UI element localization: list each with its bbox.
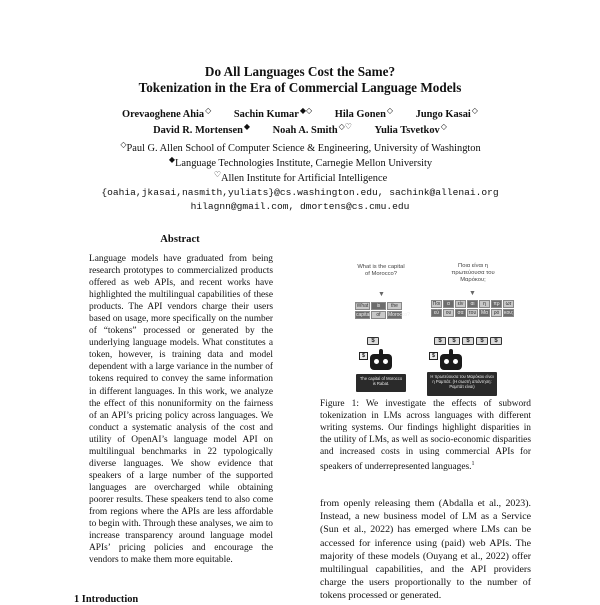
token: of — [371, 311, 386, 319]
author — [415, 106, 478, 120]
money-badge: $ — [359, 352, 368, 360]
author-name: David R. Mortensen — [153, 125, 243, 136]
token: είν — [455, 300, 466, 308]
author-name: Noah A. Smith — [272, 125, 338, 136]
robot-eye — [383, 359, 388, 364]
affiliation-mark: ◆◇ — [299, 106, 313, 115]
robot-eye — [453, 359, 458, 364]
figure-caption — [320, 398, 531, 473]
paper-title-line-2: Tokenization in the Era of Commercial Language Models — [138, 80, 462, 95]
introduction-heading: 1 Introduction — [74, 594, 139, 605]
token: α — [443, 300, 454, 308]
figure-1 — [330, 260, 515, 396]
affiliation-mark: ◇ — [386, 106, 394, 115]
token: ωτ — [503, 300, 514, 308]
answer-box-greek: Η πρωτεύουσα του Μαρόκου είναι η Ραμπάτ. (Η σωστή απάντηση: Ραμπάτ είναι) — [427, 372, 497, 396]
token: ου — [443, 309, 454, 317]
token: εύ — [431, 309, 442, 317]
affiliation-text: Paul G. Allen School of Computer Science & Engineering, University of Washington — [126, 143, 481, 154]
money-bill-icon: $ — [434, 337, 446, 345]
footnote-mark: 1 — [471, 461, 475, 468]
body-paragraph: from openly releasing them (Abdalla et al., 2023). Instead, a new business model of LM as a Service (Sun et al., 2022) has emerged where LMs can be accessed for inference using (paid) web APIs. The majority of these models (Ouyang et al., 2022) offer multilingual capabilities, and the API providers charge the users proportionally to the number of tokens processed or generated. — [320, 498, 531, 602]
token: αι — [467, 300, 478, 308]
email-line-2: hilagnn@gmail.com, dmortens@cs.cmu.edu — [190, 201, 410, 212]
affiliation-mark: ♡ — [213, 170, 221, 179]
author-name: Jungo Kasai — [415, 109, 471, 120]
author — [122, 106, 212, 120]
author — [233, 106, 313, 120]
author — [153, 122, 251, 136]
token: Morocco? — [388, 312, 410, 318]
token: is — [371, 302, 386, 310]
email-line-1: {oahia,jkasai,nasmith,yuliats}@cs.washington.edu, sachink@allenai.org — [101, 187, 499, 198]
affiliation-text: Allen Institute for Artificial Intelligence — [220, 173, 388, 184]
author-name: Sachin Kumar — [233, 109, 299, 120]
token: the — [387, 302, 402, 310]
token: πρ — [491, 300, 502, 308]
author-name: Orevaoghene Ahia — [122, 109, 205, 120]
affiliation-mark: ◆ — [168, 155, 176, 164]
down-arrow-icon: ▼ — [469, 290, 476, 297]
author — [374, 122, 447, 136]
down-arrow-icon: ▼ — [378, 291, 385, 298]
robot-eye — [444, 359, 449, 364]
cost-bills-english — [367, 337, 379, 345]
author — [334, 106, 394, 120]
token: Ποι — [432, 301, 441, 307]
affiliation-mark: ◇♡ — [338, 122, 352, 131]
cost-bills-greek — [434, 337, 502, 345]
affiliation-mark: ◇ — [205, 106, 212, 115]
affiliation-mark: ◇ — [120, 140, 127, 149]
affiliation-mark: ◇ — [440, 122, 447, 131]
caption-text: Figure 1: We investigate the effects of subword tokenization in LMs across languages with different writing systems. Our findings highlight disparities in the utility of LMs, as well as socio-economic disparities and increased costs in using commercial APIs for speakers of underrepresented languages. — [320, 399, 531, 473]
author — [272, 122, 352, 136]
money-bill-icon: $ — [476, 337, 488, 345]
authors-line-2 — [0, 120, 600, 138]
token: Μα — [480, 310, 489, 316]
affiliation-mark: ◆ — [243, 122, 251, 131]
affiliation-ai2 — [0, 168, 600, 186]
abstract-heading: Abstract — [160, 234, 200, 245]
robot-eye — [374, 359, 379, 364]
affiliation-text: Language Technologies Institute, Carnegie Mellon University — [175, 158, 433, 169]
token-grid-english — [355, 302, 410, 319]
author-name: Yulia Tsvetkov — [374, 125, 440, 136]
token: capital — [356, 312, 371, 318]
token: What — [356, 303, 369, 309]
author-name: Hila Gonen — [334, 109, 386, 120]
money-bill-icon: $ — [448, 337, 460, 345]
money-bill-icon: $ — [367, 337, 379, 345]
token: σα — [455, 309, 466, 317]
abstract-text: Language models have graduated from being research prototypes to commercialized products offered as web APIs, and recent works have highlighted the multilingual capabilities of these products. The API vendors charge their users based on usage, more specifically on the number of “tokens” processed or generated by the underlying language models. What constitutes a token, however, is training data and model dependent with a large variance in the number of tokens required to convey the same information in different languages. In this work, we analyze the effect of this nonuniformity on the fairness of an API’s pricing policy across languages. We conduct a systematic analysis of the cost and utility of OpenAI’s language model API on multilingual benchmarks in 22 typologically diverse languages. We show evidence that speakers of a large number of the supported languages are overcharged while obtaining poorer results. These speakers tend to also come from regions where the APIs are less affordable to begin with. Through these analyses, we aim to increase transparency around language model APIs’ pricing policies and encourage the vendors to make them more equitable. — [89, 254, 273, 566]
money-bill-icon: $ — [490, 337, 502, 345]
paper-title-line-1: Do All Languages Cost the Same? — [204, 64, 396, 79]
token: η — [479, 300, 490, 308]
token-grid-greek — [431, 300, 514, 317]
money-badge: $ — [429, 352, 438, 360]
money-bill-icon: $ — [462, 337, 474, 345]
token: ρό — [491, 309, 502, 317]
robot-icon — [362, 353, 392, 370]
affiliation-mark: ◇ — [471, 106, 478, 115]
figure-question-greek: Ποια είναι η πρωτεύουσα του Μαρόκου; — [451, 263, 495, 283]
figure-question-english: What is the capital of Morocco? — [357, 264, 405, 277]
robot-icon — [432, 353, 462, 370]
token: κου; — [504, 310, 514, 316]
answer-box-english: The capital of Morocco is Rabat. — [356, 374, 406, 392]
token: του — [468, 310, 477, 316]
